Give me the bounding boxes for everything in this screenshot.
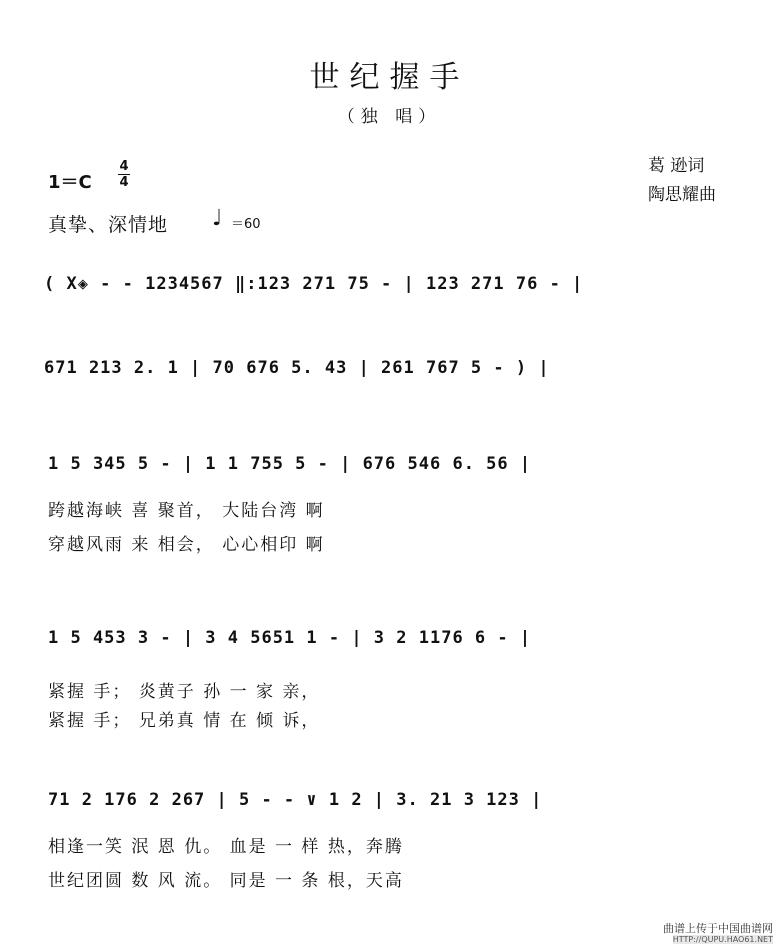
score-row-3: 1 5 345 5 - | 1 1 755 5 - | 676 546 6. 56 | <box>48 454 532 474</box>
time-signature-bottom: 4 <box>119 175 129 190</box>
time-signature <box>118 160 130 189</box>
page-subtitle: （独 唱） <box>337 107 442 127</box>
score-row-5: 71 2 176 2 267 | 5 - - ∨ 1 2 | 3. 21 3 123 | <box>48 790 543 810</box>
time-signature-top: 4 <box>119 159 129 174</box>
lyrics-row-3-verse-2: 穿越风雨 来 相会， 心心相印 啊 <box>48 535 325 555</box>
score-row-1: ( X◈ - - 1234567 ‖:123 271 75 - | 123 271 76 - | <box>44 274 584 294</box>
expression-marking: 真挚、深情地 <box>48 214 169 236</box>
score-row-2: 671 213 2. 1 | 70 676 5. 43 | 261 767 5 - ) | <box>44 358 550 378</box>
footer-url: HTTP://QUPU.HAO61.NET <box>672 935 773 944</box>
score-row-4: 1 5 453 3 - | 3 4 5651 1 - | 3 2 1176 6 - | <box>48 628 532 648</box>
lyrics-row-3-verse-1: 跨越海峡 喜 聚首， 大陆台湾 啊 <box>48 501 325 521</box>
lyricist-credit: 葛 逊词 <box>648 156 705 176</box>
composer-credit: 陶思耀曲 <box>648 185 716 205</box>
lyrics-row-5-verse-2: 世纪团圆 数 风 流。 同是 一 条 根，天高 <box>48 871 404 891</box>
page-title: 世纪握手 <box>309 60 470 95</box>
tempo-value: ＝60 <box>231 217 261 232</box>
footer-site: 曲谱上传于中国曲谱网 <box>663 922 773 935</box>
lyrics-row-4-verse-1: 紧握 手； 炎黄子 孙 一 家 亲， <box>48 682 321 702</box>
key-signature: 1＝C <box>48 172 92 193</box>
lyrics-row-5-verse-1: 相逢一笑 泯 恩 仇。 血是 一 样 热，奔腾 <box>48 837 404 857</box>
quarter-note-icon: ♩ <box>212 206 223 231</box>
lyrics-row-4-verse-2: 紧握 手； 兄弟真 情 在 倾 诉， <box>48 711 321 731</box>
